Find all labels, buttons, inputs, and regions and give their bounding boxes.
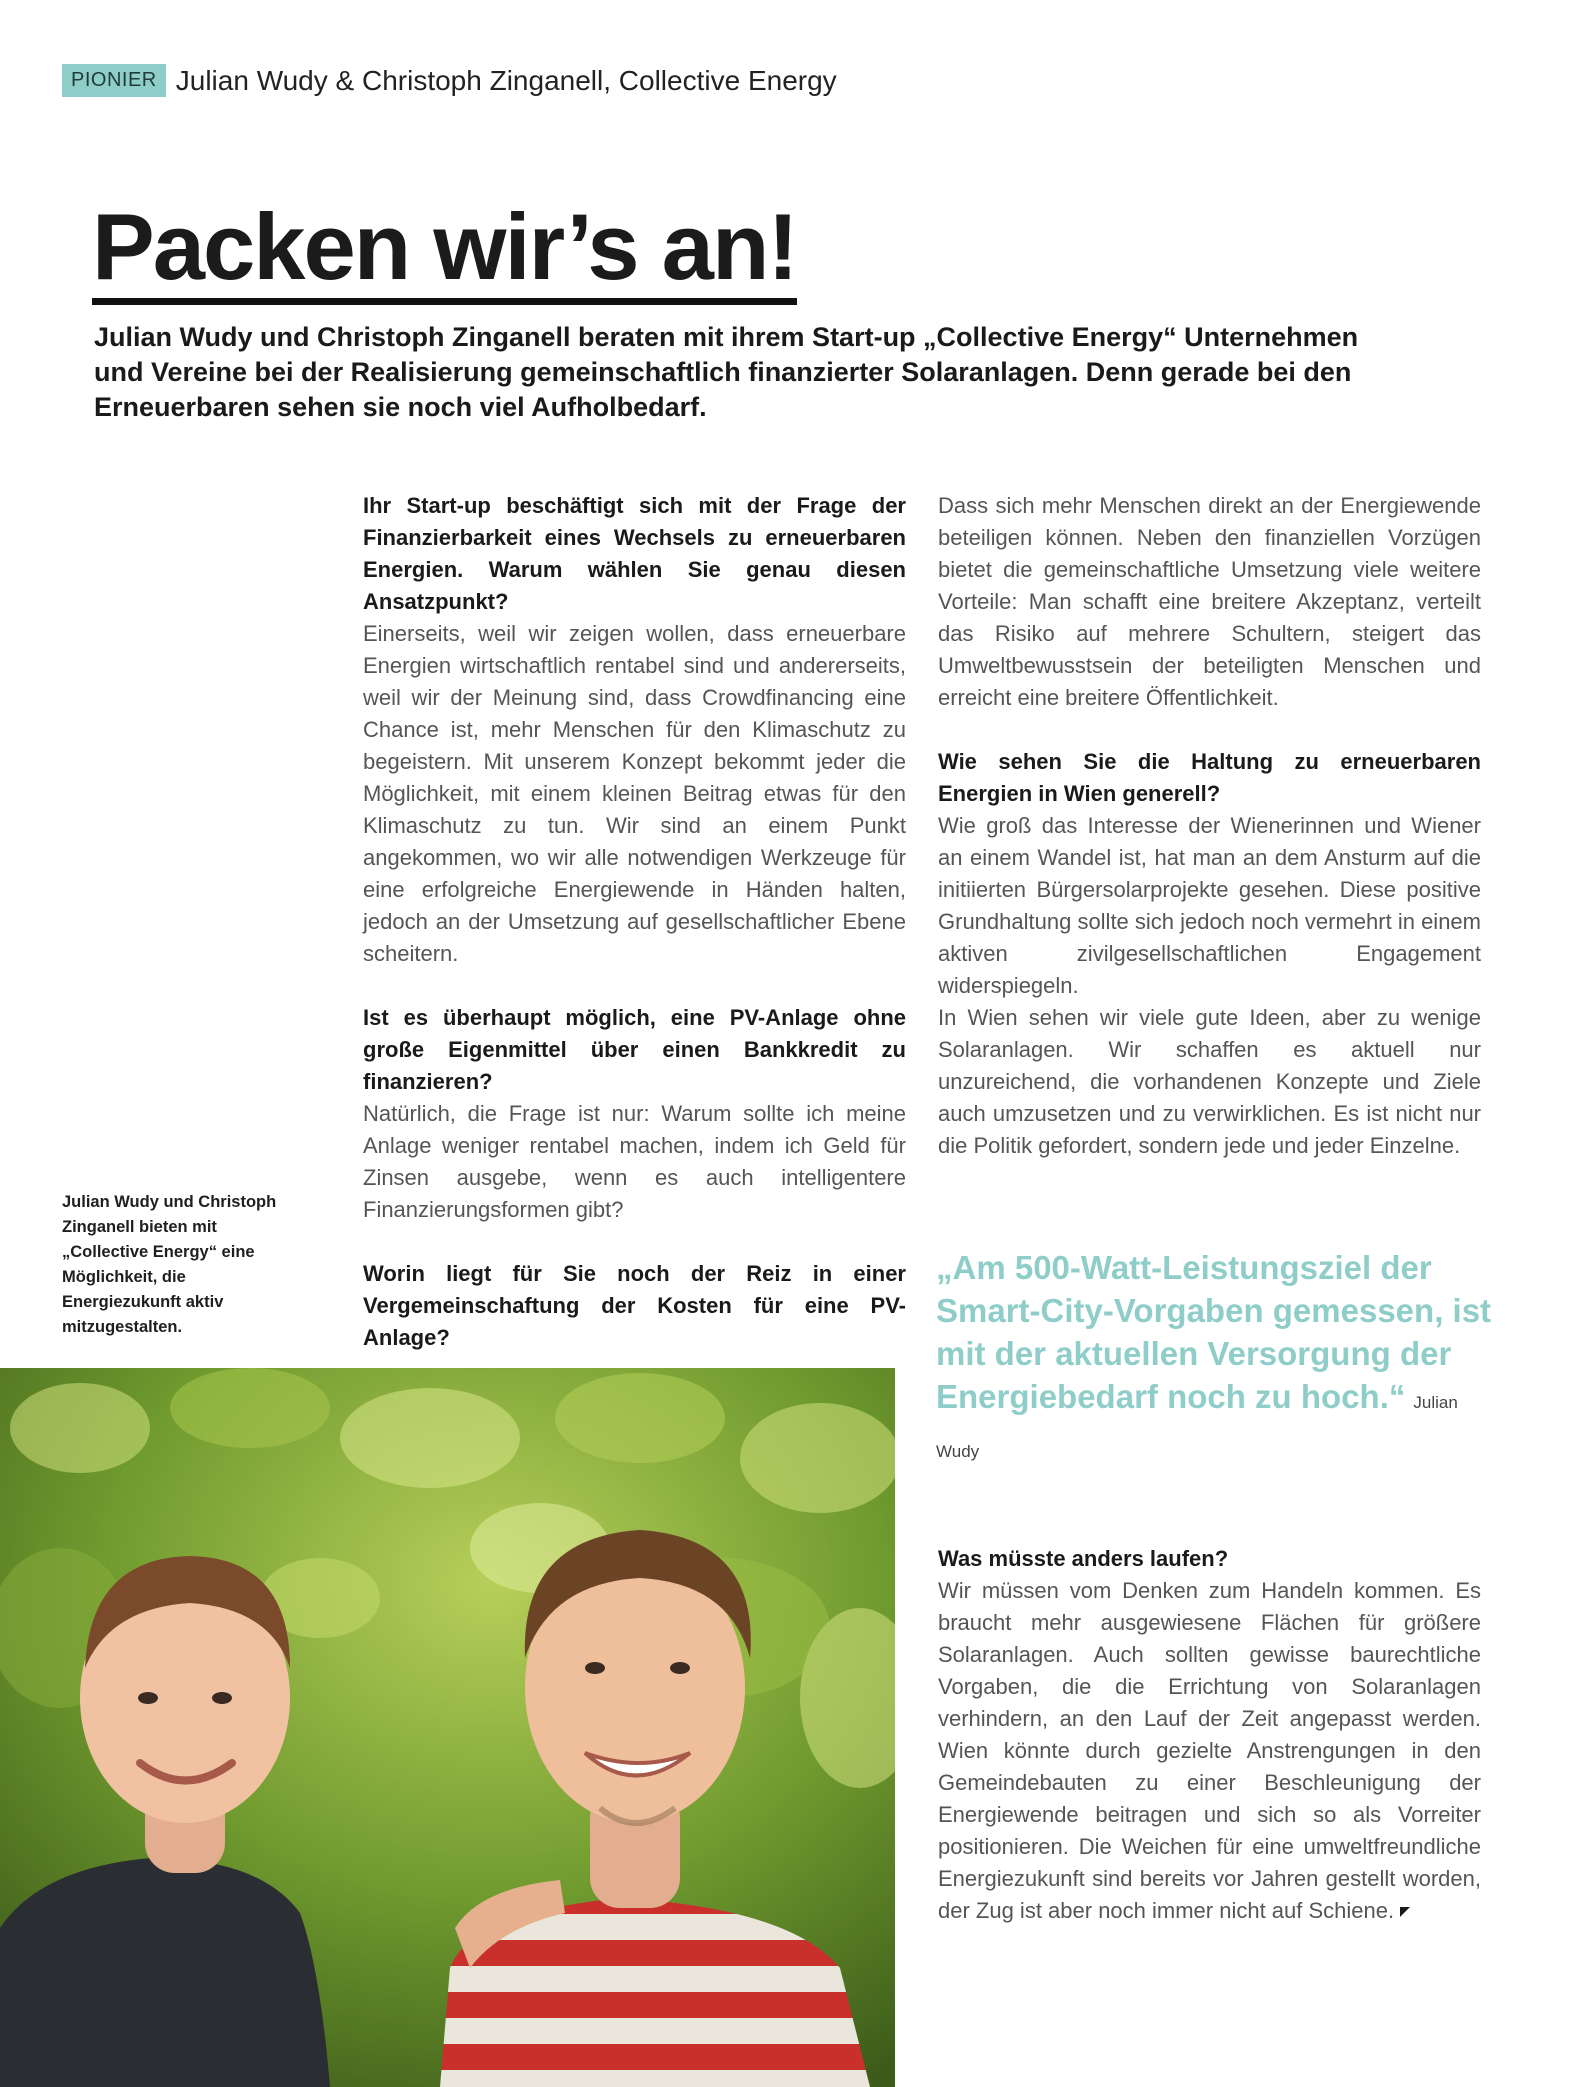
- interviewee-names: Julian Wudy & Christoph Zinganell, Collective Energy: [175, 64, 837, 96]
- end-of-article-icon: [1400, 1907, 1410, 1917]
- section-kicker: [62, 64, 837, 97]
- answer-5: Wir müssen vom Denken zum Handeln kommen. Es braucht mehr ausgewiesene Flächen für größere Solaranlagen. Auch sollten gewisse baurechtliche Vorgaben, die die Errichtung von Solaranlagen verhindern, an den Lauf der Zeit angepasst werden. Wien könnte durch gezielte Anstrengungen in den Gemeindebauten zu einer Beschleunigung der Energiewende beitragen und sich so als Vorreiter positionieren. Die Weichen für eine umweltfreundliche Energiezukunft sind bereits vor Jahren gestellt worden, der Zug ist aber noch immer nicht auf Schiene.: [938, 1578, 1481, 1923]
- article-lead: Julian Wudy und Christoph Zinganell beraten mit ihrem Start-up „Collective Energy“ Unternehmen und Vereine bei der Realisierung gemeinschaftlich finanzierter Solaranlagen. Denn gerade bei den Erneuerbaren sehen sie noch viel Aufholbedarf.: [94, 322, 1359, 422]
- portrait-photo: [0, 1368, 895, 2087]
- column-left: [363, 490, 906, 1354]
- photo-caption: Julian Wudy und Christoph Zinganell bieten mit „Collective Energy“ eine Möglichkeit, die Energiezukunft aktiv mitzugestalten.: [62, 1193, 277, 1336]
- pull-quote-attribution: Julian Wudy: [936, 1393, 1458, 1461]
- section-tag: PIONIER: [62, 64, 166, 97]
- portrait-photo-illustration: [0, 1368, 895, 2087]
- answer-2: Natürlich, die Frage ist nur: Warum sollte ich meine Anlage weniger rentabel machen, indem ich Geld für Zinsen ausgebe, wenn es auch intelligentere Finanzierungsformen gibt?: [363, 1101, 906, 1222]
- answer-4-part-2: In Wien sehen wir viele gute Ideen, aber zu wenige Solaranlagen. Wir schaffen es aktuell nur unzureichend, die vorhandenen Konzepte und Ziele auch umzusetzen und zu verwirklichen. Es ist nicht nur die Politik gefordert, sondern jede und jeder Einzelne.: [938, 1005, 1481, 1158]
- question-2: Ist es überhaupt möglich, eine PV-Anlage ohne große Eigenmittel über einen Bankkredit zu finanzieren?: [363, 1005, 906, 1094]
- question-3: Worin liegt für Sie noch der Reiz in einer Vergemeinschaftung der Kosten für eine PV-Anlage?: [363, 1261, 906, 1350]
- column-right-bottom: [938, 1543, 1481, 1927]
- question-4: Wie sehen Sie die Haltung zu erneuerbaren Energien in Wien generell?: [938, 749, 1481, 806]
- answer-1: Einerseits, weil wir zeigen wollen, dass erneuerbare Energien wirtschaftlich rentabel sind und andererseits, weil wir der Meinung sind, dass Crowdfinancing eine Chance ist, mehr Menschen für den Klimaschutz zu begeistern. Mit unserem Konzept bekommt jeder die Möglichkeit, mit einem kleinen Beitrag etwas für den Klimaschutz zu tun. Wir sind an einem Punkt angekommen, wo wir alle notwendigen Werkzeuge für eine erfolgreiche Energiewende in Händen halten, jedoch an der Umsetzung auf gesellschaftlicher Ebene scheitern.: [363, 621, 906, 966]
- answer-5-block: [938, 1575, 1481, 1927]
- pull-quote: [936, 1246, 1496, 1473]
- answer-4-part-1: Wie groß das Interesse der Wienerinnen und Wiener an einem Wandel ist, hat man an dem Ansturm auf die initiierten Bürgersolarprojekte gesehen. Diese positive Grundhaltung sollte sich jedoch noch vermehrt in einem aktiven zivilgesellschaftlichen Engagement widerspiegeln.: [938, 813, 1481, 998]
- article-title: Packen wir’s an!: [92, 200, 797, 305]
- answer-3: Dass sich mehr Menschen direkt an der Energiewende beteiligen können. Neben den finanziellen Vorzügen bietet die gemeinschaftliche Umsetzung viele weitere Vorteile: Man schafft eine breitere Akzeptanz, verteilt das Risiko auf mehrere Schultern, steigert das Umweltbewusstsein der beteiligten Menschen und erreicht eine breitere Öffentlichkeit.: [938, 493, 1481, 710]
- question-5: Was müsste anders laufen?: [938, 1546, 1229, 1571]
- column-right-top: [938, 490, 1481, 1162]
- pull-quote-text: „Am 500-Watt-Leistungsziel der Smart-City-Vorgaben gemessen, ist mit der aktuellen Versorgung der Energiebedarf noch zu hoch.“: [936, 1249, 1492, 1415]
- question-1: Ihr Start-up beschäftigt sich mit der Frage der Finanzierbarkeit eines Wechsels zu erneuerbaren Energien. Warum wählen Sie genau diesen Ansatzpunkt?: [363, 493, 906, 614]
